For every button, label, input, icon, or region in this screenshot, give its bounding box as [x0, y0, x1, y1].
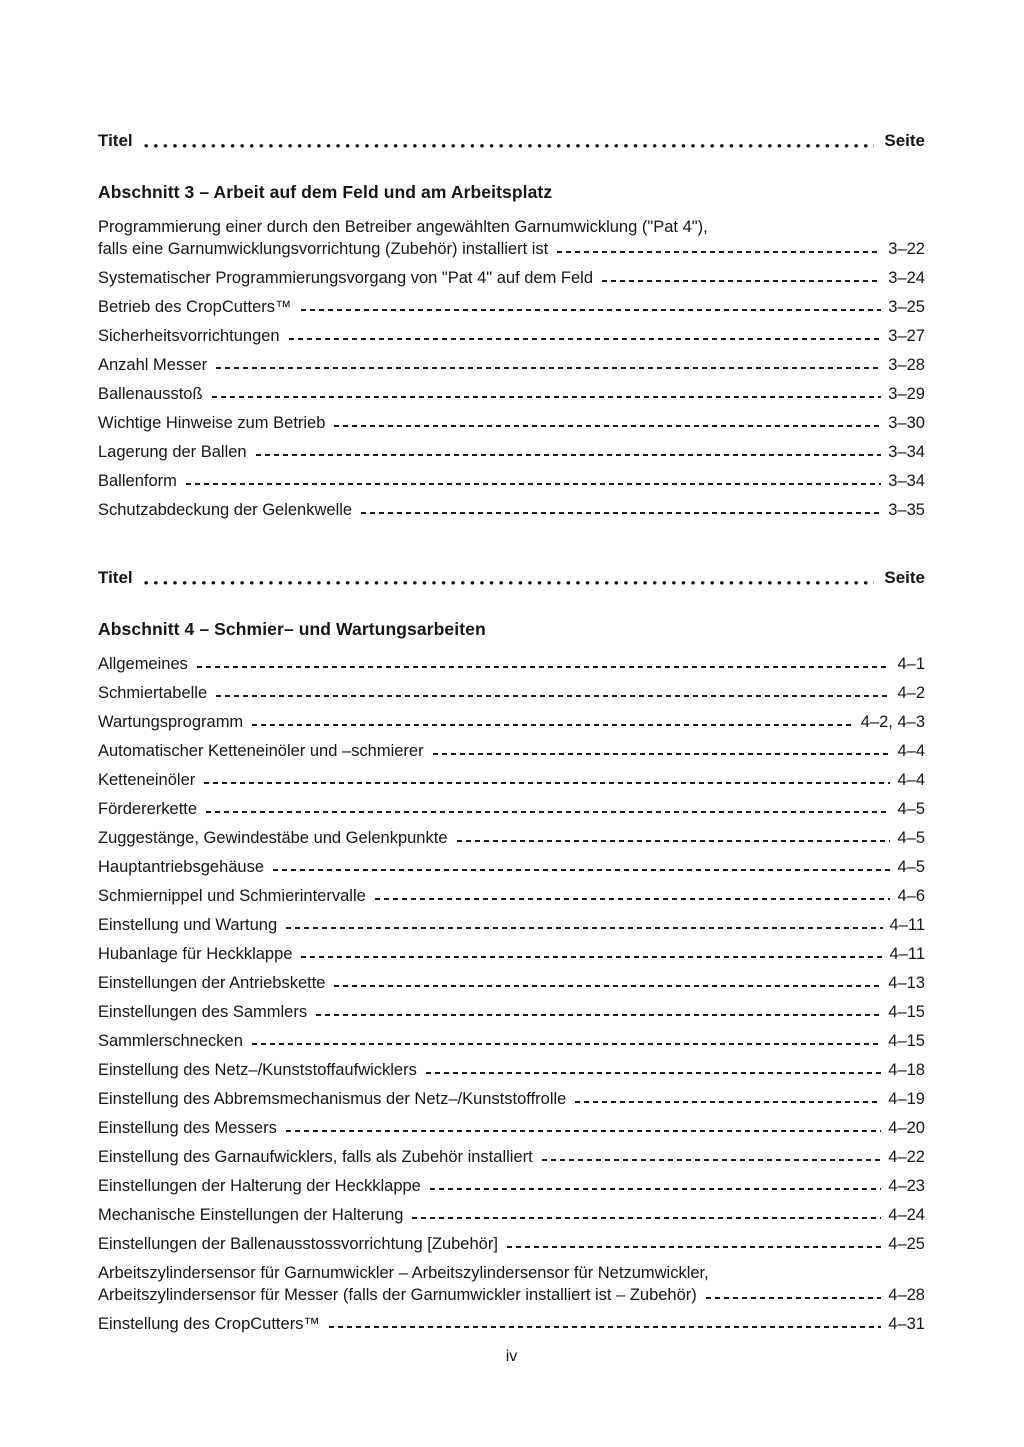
toc-entry	[98, 412, 925, 434]
dot-leader	[143, 130, 875, 152]
toc-entry-label: Ballenausstoß	[98, 385, 203, 403]
toc-entry-label: Einstellungen der Halterung der Heckklappe	[98, 1177, 421, 1195]
toc-entry-line	[98, 972, 925, 994]
toc-entry	[98, 1262, 925, 1306]
section-entries	[98, 653, 925, 1335]
toc-entry-page-number: 4–18	[888, 1061, 925, 1079]
toc-entry-label: Zuggestänge, Gewindestäbe und Gelenkpunkte	[98, 829, 448, 847]
dash-leader	[706, 1284, 882, 1306]
toc-entry-label: Ballenform	[98, 472, 177, 490]
dash-leader	[412, 1204, 881, 1226]
toc-entry-label: Programmierung einer durch den Betreiber angewählten Garnumwicklung ("Pat 4"),	[98, 218, 708, 236]
toc-entry-line	[98, 1088, 925, 1110]
toc-entry-line	[98, 383, 925, 405]
toc-entry-label: Ketteneinöler	[98, 771, 196, 789]
toc-entry-line	[98, 296, 925, 318]
toc-entry	[98, 216, 925, 260]
toc-entry-label: Einstellungen des Sammlers	[98, 1003, 308, 1021]
toc-entry-page-number: 4–24	[888, 1206, 925, 1224]
toc-entry-line	[98, 914, 925, 936]
section-heading: Abschnitt 4 – Schmier– und Wartungsarbeiten	[98, 619, 486, 639]
toc-title-column-label: Titel	[98, 568, 133, 587]
toc-entry-page-number: 4–15	[888, 1003, 925, 1021]
toc-entry-page-number: 3–35	[888, 501, 925, 519]
toc-entry-page-number: 4–31	[888, 1315, 925, 1333]
toc-entry	[98, 325, 925, 347]
toc-entry-label: Einstellungen der Ballenausstossvorrichtung [Zubehör]	[98, 1235, 498, 1253]
toc-entry-page-number: 4–22	[888, 1148, 925, 1166]
dash-leader	[457, 827, 891, 849]
toc-entry-page-number: 4–13	[888, 974, 925, 992]
toc-entry	[98, 682, 925, 704]
toc-entry-label: Einstellung des Netz–/Kunststoffaufwicklers	[98, 1061, 417, 1079]
section-entries	[98, 216, 925, 521]
dash-leader	[361, 499, 881, 521]
toc-entry-line	[98, 1030, 925, 1052]
toc-page-column-label: Seite	[884, 131, 925, 150]
toc-entry-page-number: 4–4	[897, 771, 925, 789]
dash-leader	[334, 972, 881, 994]
toc-entry	[98, 296, 925, 318]
toc-entry-page-number: 4–1	[897, 655, 925, 673]
toc-entry	[98, 740, 925, 762]
toc-entry	[98, 1233, 925, 1255]
dash-leader	[273, 856, 890, 878]
dash-leader	[216, 354, 881, 376]
dash-leader	[542, 1146, 882, 1168]
toc-entry	[98, 914, 925, 936]
table-of-contents	[98, 130, 925, 1335]
toc-section	[98, 130, 925, 521]
toc-entry-label: Lagerung der Ballen	[98, 443, 247, 461]
toc-entry-line	[98, 1146, 925, 1168]
toc-entry-page-number: 4–2, 4–3	[860, 713, 925, 731]
toc-entry-page-number: 3–34	[888, 443, 925, 461]
dash-leader	[301, 943, 882, 965]
toc-entry-label: Einstellung des Garnaufwicklers, falls als Zubehör installiert	[98, 1148, 533, 1166]
toc-entry-label: Sammlerschnecken	[98, 1032, 243, 1050]
toc-title-column-label: Titel	[98, 131, 133, 150]
toc-entry-page-number: 4–25	[888, 1235, 925, 1253]
toc-entry-label: Einstellung des Abbremsmechanismus der Netz–/Kunststoffrolle	[98, 1090, 567, 1108]
toc-entry-line	[98, 943, 925, 965]
toc-entry-page-number: 3–29	[888, 385, 925, 403]
toc-entry-line	[98, 470, 925, 492]
toc-entry-label: Einstellung und Wartung	[98, 916, 278, 934]
toc-entry-label: Schmiernippel und Schmierintervalle	[98, 887, 366, 905]
toc-entry	[98, 1088, 925, 1110]
dash-leader	[186, 470, 881, 492]
dash-leader	[329, 1313, 881, 1335]
toc-entry-page-number: 4–5	[897, 858, 925, 876]
dash-leader	[212, 383, 882, 405]
toc-entry-page-number: 4–5	[897, 800, 925, 818]
toc-entry-line	[98, 885, 925, 907]
toc-entry-line	[98, 1233, 925, 1255]
toc-entry-label: falls eine Garnumwicklungsvorrichtung (Zubehör) installiert ist	[98, 240, 549, 258]
toc-entry-line	[98, 499, 925, 521]
dash-leader	[316, 1001, 881, 1023]
toc-entry	[98, 885, 925, 907]
toc-entry-label: Wichtige Hinweise zum Betrieb	[98, 414, 326, 432]
toc-entry-label: Automatischer Ketteneinöler und –schmierer	[98, 742, 424, 760]
toc-entry-line	[98, 1175, 925, 1197]
toc-entry-page-number: 3–25	[888, 298, 925, 316]
toc-entry	[98, 972, 925, 994]
toc-entry-page-number: 3–24	[888, 269, 925, 287]
dash-leader	[507, 1233, 881, 1255]
toc-entry-line	[98, 769, 925, 791]
toc-entry-label: Schutzabdeckung der Gelenkwelle	[98, 501, 353, 519]
toc-entry-line	[98, 682, 925, 704]
toc-entry-line	[98, 1059, 925, 1081]
dash-leader	[252, 1030, 881, 1052]
toc-entry	[98, 1146, 925, 1168]
toc-entry-line	[98, 1204, 925, 1226]
toc-entry-page-number: 4–11	[889, 945, 925, 963]
dash-leader	[216, 682, 890, 704]
toc-entry	[98, 1204, 925, 1226]
toc-entry	[98, 354, 925, 376]
toc-entry-label: Allgemeines	[98, 655, 188, 673]
dash-leader	[433, 740, 891, 762]
dash-leader	[430, 1175, 881, 1197]
toc-entry-label: Wartungsprogramm	[98, 713, 244, 731]
toc-entry-line	[98, 711, 925, 733]
toc-entry-label: Mechanische Einstellungen der Halterung	[98, 1206, 404, 1224]
toc-entry-label: Anzahl Messer	[98, 356, 208, 374]
toc-entry-line	[98, 856, 925, 878]
toc-entry-line	[98, 1284, 925, 1306]
toc-entry	[98, 1059, 925, 1081]
toc-entry	[98, 441, 925, 463]
toc-entry	[98, 1117, 925, 1139]
toc-entry	[98, 1175, 925, 1197]
toc-columns-header	[98, 130, 925, 152]
toc-entry-page-number: 4–20	[888, 1119, 925, 1137]
toc-entry	[98, 827, 925, 849]
dash-leader	[256, 441, 882, 463]
toc-entry	[98, 856, 925, 878]
toc-entry	[98, 383, 925, 405]
dash-leader	[426, 1059, 881, 1081]
toc-entry	[98, 798, 925, 820]
toc-entry-line	[98, 1313, 925, 1335]
dash-leader	[197, 653, 891, 675]
toc-entry-page-number: 4–19	[888, 1090, 925, 1108]
toc-entry	[98, 769, 925, 791]
toc-entry-line	[98, 238, 925, 260]
toc-entry-label: Sicherheitsvorrichtungen	[98, 327, 280, 345]
toc-columns-header	[98, 567, 925, 589]
toc-entry	[98, 943, 925, 965]
toc-entry-label: Einstellung des CropCutters™	[98, 1315, 320, 1333]
toc-entry-line	[98, 740, 925, 762]
toc-entry-page-number: 4–5	[897, 829, 925, 847]
toc-entry-page-number: 4–4	[897, 742, 925, 760]
dash-leader	[206, 798, 890, 820]
dash-leader	[575, 1088, 881, 1110]
dash-leader	[204, 769, 890, 791]
dash-leader	[252, 711, 854, 733]
dot-leader	[143, 567, 875, 589]
toc-entry	[98, 1001, 925, 1023]
toc-entry-line	[98, 412, 925, 434]
toc-entry-label: Systematischer Programmierungsvorgang von "Pat 4" auf dem Feld	[98, 269, 594, 287]
toc-entry-line	[98, 653, 925, 675]
toc-entry-page-number: 4–28	[888, 1286, 925, 1304]
toc-entry-label: Arbeitszylindersensor für Garnumwickler – Arbeitszylindersensor für Netzumwickler,	[98, 1264, 709, 1282]
dash-leader	[375, 885, 891, 907]
toc-entry-page-number: 4–23	[888, 1177, 925, 1195]
toc-entry	[98, 499, 925, 521]
toc-entry-label: Einstellungen der Antriebskette	[98, 974, 326, 992]
toc-entry-label: Schmiertabelle	[98, 684, 208, 702]
toc-entry-page-number: 4–11	[889, 916, 925, 934]
toc-entry	[98, 711, 925, 733]
page-number: iv	[505, 1348, 518, 1365]
toc-entry-line	[98, 267, 925, 289]
toc-entry	[98, 470, 925, 492]
toc-entry-line	[98, 1001, 925, 1023]
toc-entry-label: Arbeitszylindersensor für Messer (falls der Garnumwickler installiert ist – Zubehör)	[98, 1286, 697, 1304]
toc-entry-line	[98, 798, 925, 820]
toc-entry-page-number: 3–27	[888, 327, 925, 345]
toc-entry-label: Fördererkette	[98, 800, 198, 818]
toc-entry	[98, 1313, 925, 1335]
toc-entry-line	[98, 441, 925, 463]
toc-entry-line	[98, 354, 925, 376]
dash-leader	[557, 238, 881, 260]
toc-entry-page-number: 4–2	[897, 684, 925, 702]
toc-entry	[98, 267, 925, 289]
toc-entry-label: Einstellung des Messers	[98, 1119, 277, 1137]
dash-leader	[602, 267, 881, 289]
dash-leader	[334, 412, 881, 434]
toc-entry-page-number: 4–6	[897, 887, 925, 905]
toc-entry-label: Hubanlage für Heckklappe	[98, 945, 293, 963]
toc-entry-label: Betrieb des CropCutters™	[98, 298, 292, 316]
dash-leader	[289, 325, 882, 347]
toc-entry-page-number: 3–22	[888, 240, 925, 258]
toc-entry-line	[98, 325, 925, 347]
toc-entry-page-number: 3–30	[888, 414, 925, 432]
dash-leader	[286, 914, 882, 936]
toc-entry-label: Hauptantriebsgehäuse	[98, 858, 265, 876]
toc-entry-line	[98, 1117, 925, 1139]
dash-leader	[286, 1117, 881, 1139]
section-heading: Abschnitt 3 – Arbeit auf dem Feld und am Arbeitsplatz	[98, 182, 553, 202]
toc-entry-page-number: 3–28	[888, 356, 925, 374]
toc-entry-page-number: 4–15	[888, 1032, 925, 1050]
dash-leader	[301, 296, 882, 318]
toc-page-column-label: Seite	[884, 568, 925, 587]
toc-entry-line	[98, 827, 925, 849]
toc-entry-page-number: 3–34	[888, 472, 925, 490]
toc-entry	[98, 1030, 925, 1052]
toc-section	[98, 567, 925, 1335]
toc-entry	[98, 653, 925, 675]
